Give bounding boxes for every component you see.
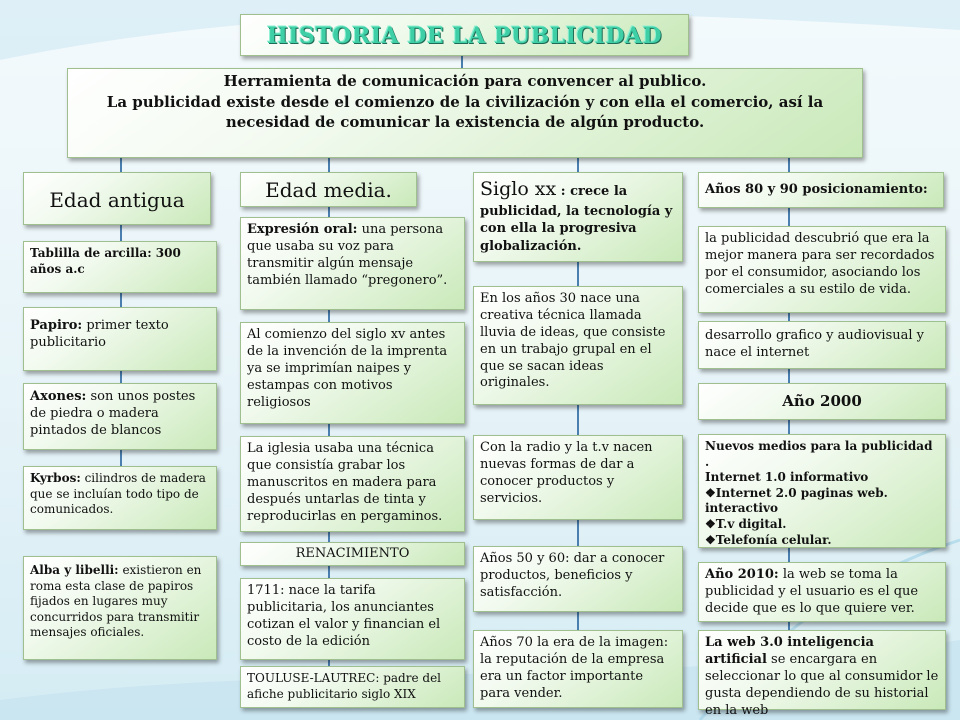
connector (328, 158, 330, 172)
item-alba-libelli (23, 556, 217, 660)
item-text: RENACIMIENTO (295, 546, 410, 561)
item-expresion-oral (240, 217, 465, 310)
connector (788, 420, 790, 434)
connector (788, 158, 790, 172)
intro-line-2: La publicidad existe desde el comienzo de la civilización y con ella el comercio, así la necesidad de comunicar la existencia de algún producto. (106, 92, 824, 132)
item-text: 1711: nace la tarifa publicitaria, los anunciantes cotizan el valor y financian el costo de la edición (247, 583, 441, 649)
item-line (705, 486, 939, 517)
connector (328, 424, 330, 436)
line-text: T.v digital. (715, 516, 787, 531)
item-text: desarrollo grafico y audiovisual y nace el internet (705, 328, 925, 360)
intro-box (67, 68, 863, 158)
heading-rest-text: : crece la publicidad, la tecnología y con ella la progresiva globalización. (480, 184, 673, 254)
connector (120, 293, 122, 307)
item-text: la web se toma la publicidad y el usuario es el que decide que es lo que quiere ver. (705, 567, 919, 616)
item-bold: Papiro: (30, 318, 83, 333)
connector (788, 313, 790, 321)
connector (788, 208, 790, 226)
item-bold: Kyrbos: (30, 471, 81, 485)
page-title (240, 14, 689, 56)
item-text: Años 50 y 60: dar a conocer productos, beneficios y satisfacción. (480, 551, 665, 600)
item-line (705, 470, 939, 486)
item-text: se encargara en seleccionar lo que al consumidor le gusta dependiendo de su historial en la web (705, 651, 939, 718)
item-bold: Año 2000 (782, 392, 862, 410)
line-text: Telefonía celular. (715, 532, 832, 547)
item-bold: Expresión oral: (247, 222, 358, 237)
item-bold: Axones: (30, 389, 87, 404)
line-text: Internet 1.0 informativo (705, 470, 869, 485)
diamond-bullet-icon: ❖ (705, 532, 716, 547)
item-1711 (240, 578, 465, 660)
item-text: TOULUSE-LAUTREC: padre del afiche publicitario siglo XIX (247, 671, 442, 701)
item-axones (23, 383, 217, 450)
item-text: una persona que usaba su voz para transmitir algún mensaje también llamado “pregonero”. (247, 222, 448, 288)
item-text: son unos postes de piedra o madera pintados de blancos (30, 389, 196, 438)
item-text: Al comienzo del siglo xv antes de la invención de la imprenta ya se imprimían naipes y estampas con motivos religiosos (247, 327, 448, 410)
item-tablilla (23, 241, 217, 293)
item-ano-2000 (698, 383, 946, 420)
item-desarrollo-grafico (698, 321, 946, 369)
item-ano-2010 (698, 562, 946, 622)
item-web-3 (698, 630, 946, 718)
heading-text: Edad antigua (49, 188, 185, 212)
connector (120, 158, 122, 172)
connector (577, 405, 579, 435)
item-text: Con la radio y la t.v nacen nuevas formas de dar a conocer productos y servicios. (480, 440, 653, 506)
diamond-bullet-icon: ❖ (705, 485, 716, 500)
connector (328, 566, 330, 578)
item-text: Años 70 la era de la imagen: la reputación de la empresa era un factor importante para vender. (480, 635, 669, 701)
item-kyrbos (23, 466, 217, 530)
connector (120, 450, 122, 466)
intro-line-1: Herramienta de comunicación para convencer al publico. (223, 72, 707, 90)
connector (328, 310, 330, 322)
column-heading-siglo-xx (473, 172, 683, 262)
connector (788, 548, 790, 562)
item-bold: Tablilla de arcilla: 300 años a.c (30, 246, 181, 276)
item-bold: La web 3.0 inteligencia artificial (705, 635, 874, 667)
item-text: existieron en roma esta clase de papiros fijados en lugares muy concurridos para transmitir mensajes oficiales. (30, 563, 202, 640)
item-mejor-manera (698, 226, 946, 313)
item-anos-50-60 (473, 546, 683, 612)
item-text: cilindros de madera que se incluían todo tipo de comunicados. (30, 471, 206, 517)
column-heading-edad-antigua (23, 172, 211, 225)
column-heading-anos-80-90 (698, 172, 944, 208)
item-siglo-xv (240, 322, 465, 424)
item-anos-30 (473, 286, 683, 405)
item-line (705, 533, 939, 549)
connector (577, 158, 579, 172)
item-radio-tv (473, 435, 683, 520)
item-text: En los años 30 nace una creativa técnica llamada lluvia de ideas, que consiste en un trabajo grupal en el que se sacan ideas originales. (480, 291, 666, 391)
heading-text: Años 80 y 90 posicionamiento: (705, 182, 928, 197)
connector (120, 225, 122, 241)
item-papiro (23, 307, 217, 371)
item-bold: Año 2010: (705, 567, 779, 582)
item-text: la publicidad descubrió que era la mejor manera para ser recordados por el consumidor, asociando los comerciales a su estilo de vida. (705, 231, 935, 297)
item-iglesia (240, 436, 465, 532)
heading-text: Edad media. (265, 178, 392, 202)
heading-text: Siglo xx (480, 178, 557, 200)
connector (328, 532, 330, 542)
connector (577, 520, 579, 546)
page-title-text: HISTORIA DE LA PUBLICIDAD (266, 23, 663, 49)
item-text: primer texto publicitario (30, 318, 169, 350)
connector (577, 612, 579, 630)
connector (120, 371, 122, 383)
item-toulouse-lautrec (240, 666, 465, 708)
item-text: Nuevos medios para la publicidad . (705, 439, 933, 469)
item-anos-70 (473, 630, 683, 708)
line-text: Internet 2.0 paginas web. interactivo (705, 485, 888, 516)
connector (788, 622, 790, 630)
diamond-bullet-icon: ❖ (705, 516, 716, 531)
item-line (705, 517, 939, 533)
item-text: La iglesia usaba una técnica que consistía grabar los manuscritos en madera para después untarlas de tinta y reproducirlas en pergaminos. (247, 441, 443, 524)
item-bold: Alba y libelli: (30, 563, 119, 577)
connector (788, 369, 790, 383)
column-heading-edad-media (240, 172, 417, 207)
item-nuevos-medios (698, 434, 946, 548)
item-renacimiento (240, 542, 465, 566)
connector (577, 262, 579, 286)
